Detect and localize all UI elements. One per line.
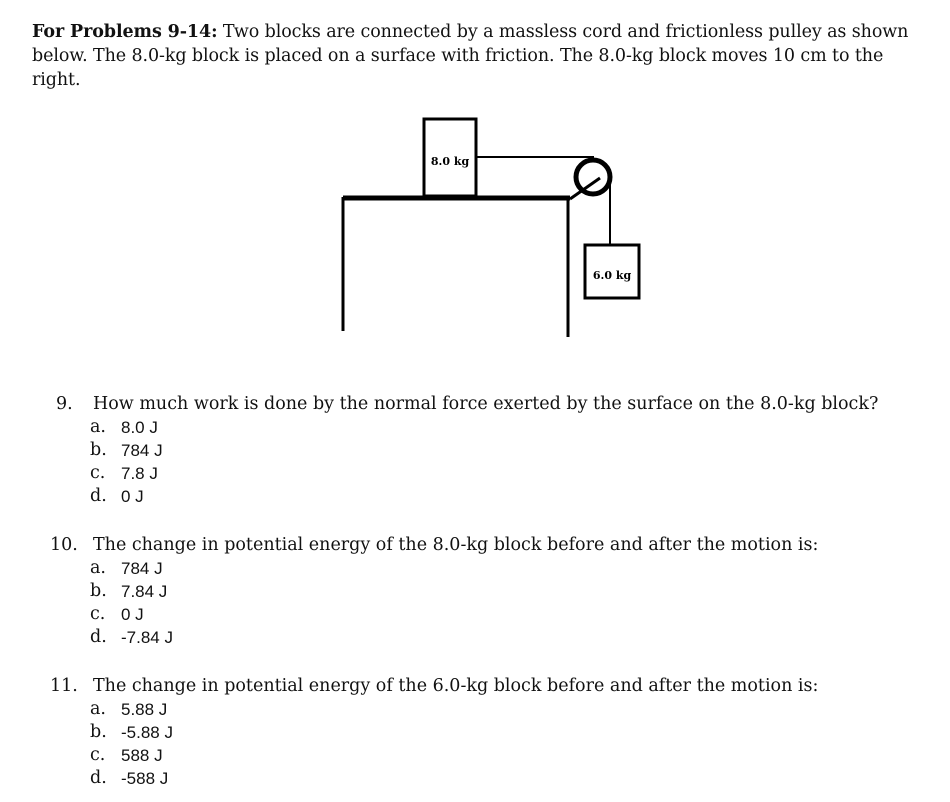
question-number: 11. bbox=[50, 676, 78, 696]
option-d[interactable]: d. -588 J bbox=[90, 768, 169, 788]
question-number: 10. bbox=[50, 535, 78, 555]
answer-options bbox=[90, 416, 936, 508]
option-d[interactable]: d. -7.84 J bbox=[90, 627, 173, 647]
question-10 bbox=[50, 533, 936, 649]
option-a[interactable]: a. 784 J bbox=[90, 558, 163, 578]
question-9 bbox=[56, 392, 936, 508]
block-8kg-label: 8.0 kg bbox=[430, 155, 470, 168]
option-a[interactable]: a. 8.0 J bbox=[90, 417, 158, 437]
intro-text: Two blocks are connected by a massless cord and frictionless pulley as shown below. The 8.0-kg block is placed on a surface with friction. The 8.0-kg block moves 10 cm to the right. bbox=[32, 22, 909, 90]
option-b[interactable]: b. -5.88 J bbox=[90, 722, 173, 742]
answer-options bbox=[90, 557, 936, 649]
pulley-wheel bbox=[576, 160, 610, 194]
question-text: The change in potential energy of the 6.0-kg block before and after the motion is: bbox=[93, 676, 819, 696]
option-b[interactable]: b. 784 J bbox=[90, 440, 163, 460]
question-text: The change in potential energy of the 8.0-kg block before and after the motion is: bbox=[93, 535, 819, 555]
question-text: How much work is done by the normal force exerted by the surface on the 8.0-kg block? bbox=[93, 394, 879, 414]
option-c[interactable]: c. 588 J bbox=[90, 745, 163, 765]
question-number: 9. bbox=[56, 394, 73, 414]
option-c[interactable]: c. 7.8 J bbox=[90, 463, 158, 483]
option-a[interactable]: a. 5.88 J bbox=[90, 699, 168, 719]
option-d[interactable]: d. 0 J bbox=[90, 486, 144, 506]
block-6kg-label: 6.0 kg bbox=[592, 269, 632, 282]
option-c[interactable]: c. 0 J bbox=[90, 604, 144, 624]
answer-options bbox=[90, 698, 936, 790]
option-b[interactable]: b. 7.84 J bbox=[90, 581, 168, 601]
intro-heading: For Problems 9-14: bbox=[32, 22, 218, 42]
question-11 bbox=[50, 674, 936, 790]
